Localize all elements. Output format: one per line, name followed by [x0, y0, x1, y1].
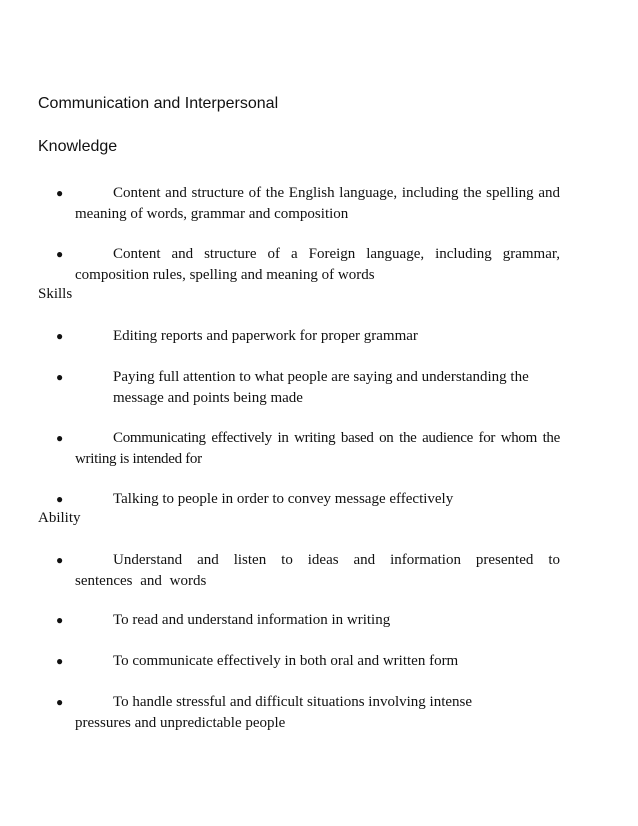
document-title: Communication and Interpersonal: [38, 95, 279, 112]
skills-heading: Skills: [38, 286, 73, 302]
bullet-icon: ●: [56, 553, 64, 567]
bullet-icon: ●: [56, 329, 64, 343]
bullet-icon: ●: [56, 613, 64, 627]
bullet-icon: ●: [56, 370, 64, 384]
ability-item-2: To read and understand information in writing: [113, 612, 391, 628]
ability-item-4: To handle stressful and difficult situations involving intense pressures and unpredictable people: [75, 694, 473, 731]
bullet-icon: ●: [56, 186, 64, 200]
bullet-icon: ●: [56, 654, 64, 668]
knowledge-heading: Knowledge: [38, 138, 118, 155]
bullet-icon: ●: [56, 695, 64, 709]
knowledge-item-1: Content and structure of the English language, including the spelling and meaning of words, grammar and composition: [75, 185, 560, 222]
knowledge-item-2: Content and structure of a Foreign language, including grammar, composition rules, spelling and meaning of words: [75, 246, 560, 283]
skills-item-3: Communicating effectively in writing based on the audience for whom the writing is intended for: [75, 430, 560, 467]
bullet-icon: ●: [56, 247, 64, 261]
skills-item-4: Talking to people in order to convey message effectively: [113, 491, 454, 507]
ability-heading: Ability: [38, 510, 81, 526]
bullet-icon: ●: [56, 492, 64, 506]
skills-item-2: Paying full attention to what people are saying and understanding the message and points being made: [113, 369, 529, 406]
skills-item-1: Editing reports and paperwork for proper grammar: [113, 328, 418, 344]
ability-item-1: Understand and listen to ideas and information presented to sentences and words: [75, 552, 560, 589]
bullet-icon: ●: [56, 431, 64, 445]
ability-item-3: To communicate effectively in both oral and written form: [113, 653, 459, 669]
